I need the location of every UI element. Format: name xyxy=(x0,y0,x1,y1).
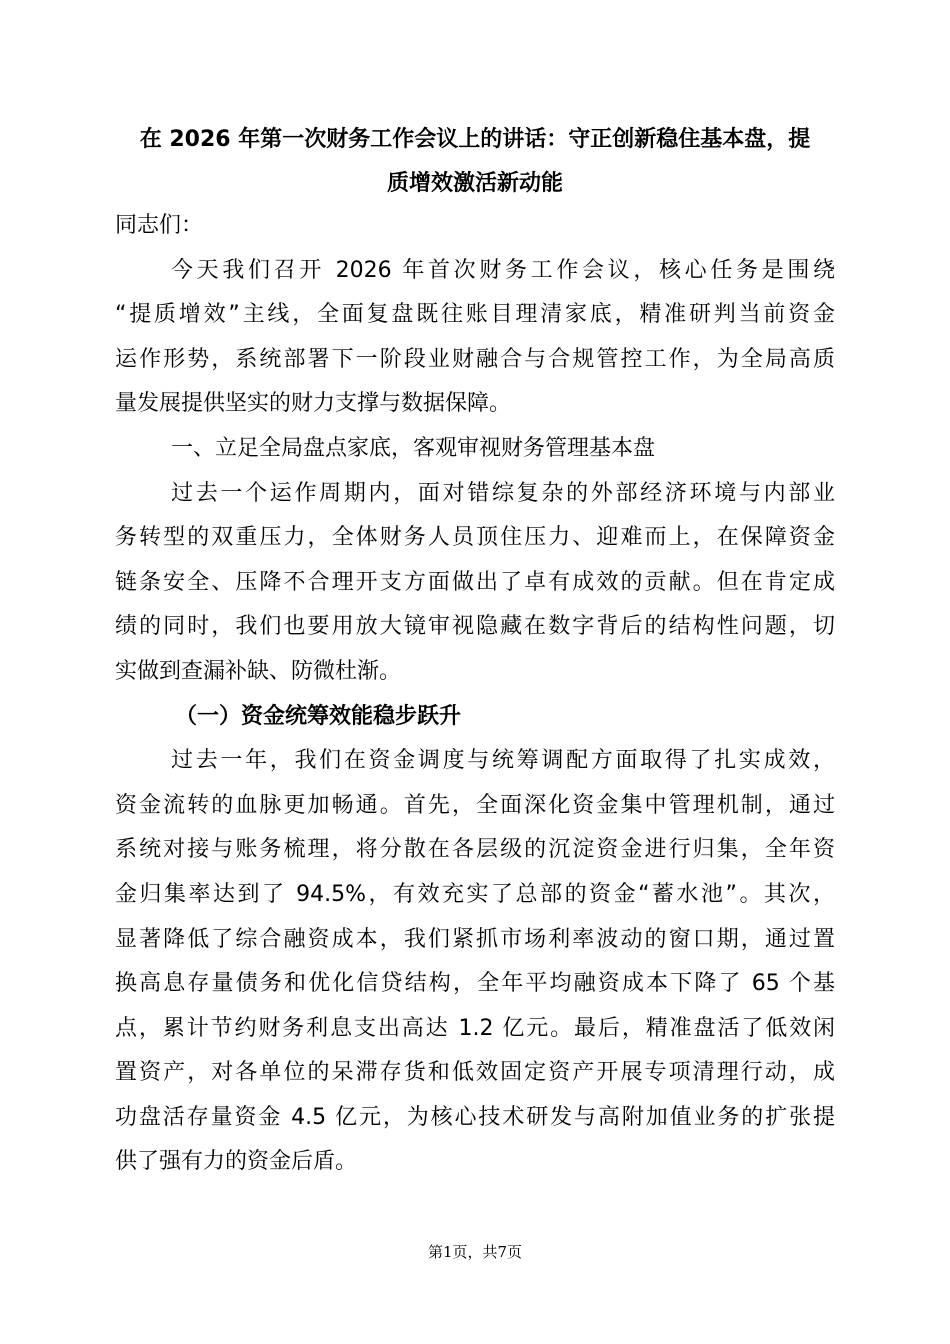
paragraph-review xyxy=(115,472,835,695)
paragraph-funds xyxy=(115,739,835,1185)
paragraph-line: 运作形势，系统部署下一阶段业财融合与合规管控工作，为全局高质 xyxy=(115,346,835,372)
paragraph-line: 链条安全、压降不合理开支方面做出了卓有成效的贡献。但在肯定成 xyxy=(115,569,835,595)
document-title xyxy=(100,118,850,206)
subsection-heading: （一）资金统筹效能稳步跃升 xyxy=(175,703,462,729)
paragraph-line: 功盘活存量资金 4.5 亿元，为核心技术研发与高附加值业务的扩张提 xyxy=(115,1104,835,1130)
paragraph-line: 点，累计节约财务利息支出高达 1.2 亿元。最后，精准盘活了低效闲 xyxy=(115,1015,835,1041)
paragraph-line: 实做到查漏补缺、防微杜渐。 xyxy=(115,658,402,684)
paragraph-line: “提质增效”主线，全面复盘既往账目理清家底，精准研判当前资金 xyxy=(115,302,835,328)
paragraph-line: 量发展提供坚实的财力支撑与数据保障。 xyxy=(115,391,512,417)
paragraph-line: 今天我们召开 2026 年首次财务工作会议，核心任务是围绕 xyxy=(171,257,835,283)
paragraph-line: 过去一年，我们在资金调度与统筹调配方面取得了扎实成效， xyxy=(171,748,835,774)
title-line-2: 质增效激活新动能 xyxy=(386,171,563,196)
paragraph-line: 务转型的双重压力，全体财务人员顶住压力、迎难而上，在保障资金 xyxy=(115,525,835,551)
paragraph-line: 资金流转的血脉更加畅通。首先，全面深化资金集中管理机制，通过 xyxy=(115,792,835,818)
paragraph-opening xyxy=(115,249,835,427)
paragraph-line: 换高息存量债务和优化信贷结构，全年平均融资成本下降了 65 个基 xyxy=(115,971,835,997)
salutation: 同志们： xyxy=(115,213,204,238)
paragraph-line: 置资产，对各单位的呆滞存货和低效固定资产开展专项清理行动，成 xyxy=(115,1060,835,1086)
paragraph-line: 金归集率达到了 94.5%，有效充实了总部的资金“蓄水池”。其次， xyxy=(115,881,835,907)
paragraph-line: 显著降低了综合融资成本，我们紧抓市场利率波动的窗口期，通过置 xyxy=(115,926,835,952)
page-footer: 第1页，共7页 xyxy=(427,1243,523,1261)
section-heading: 一、立足全局盘点家底，客观审视财务管理基本盘 xyxy=(171,435,656,461)
paragraph-line: 系统对接与账务梳理，将分散在各层级的沉淀资金进行归集，全年资 xyxy=(115,837,835,863)
title-line-1: 在 2026 年第一次财务工作会议上的讲话：守正创新稳住基本盘，提 xyxy=(139,127,811,152)
paragraph-line: 过去一个运作周期内，面对错综复杂的外部经济环境与内部业 xyxy=(171,480,835,506)
paragraph-line: 供了强有力的资金后盾。 xyxy=(115,1149,358,1175)
paragraph-line: 绩的同时，我们也要用放大镜审视隐藏在数字背后的结构性问题，切 xyxy=(115,614,835,640)
document-body xyxy=(115,204,835,1185)
